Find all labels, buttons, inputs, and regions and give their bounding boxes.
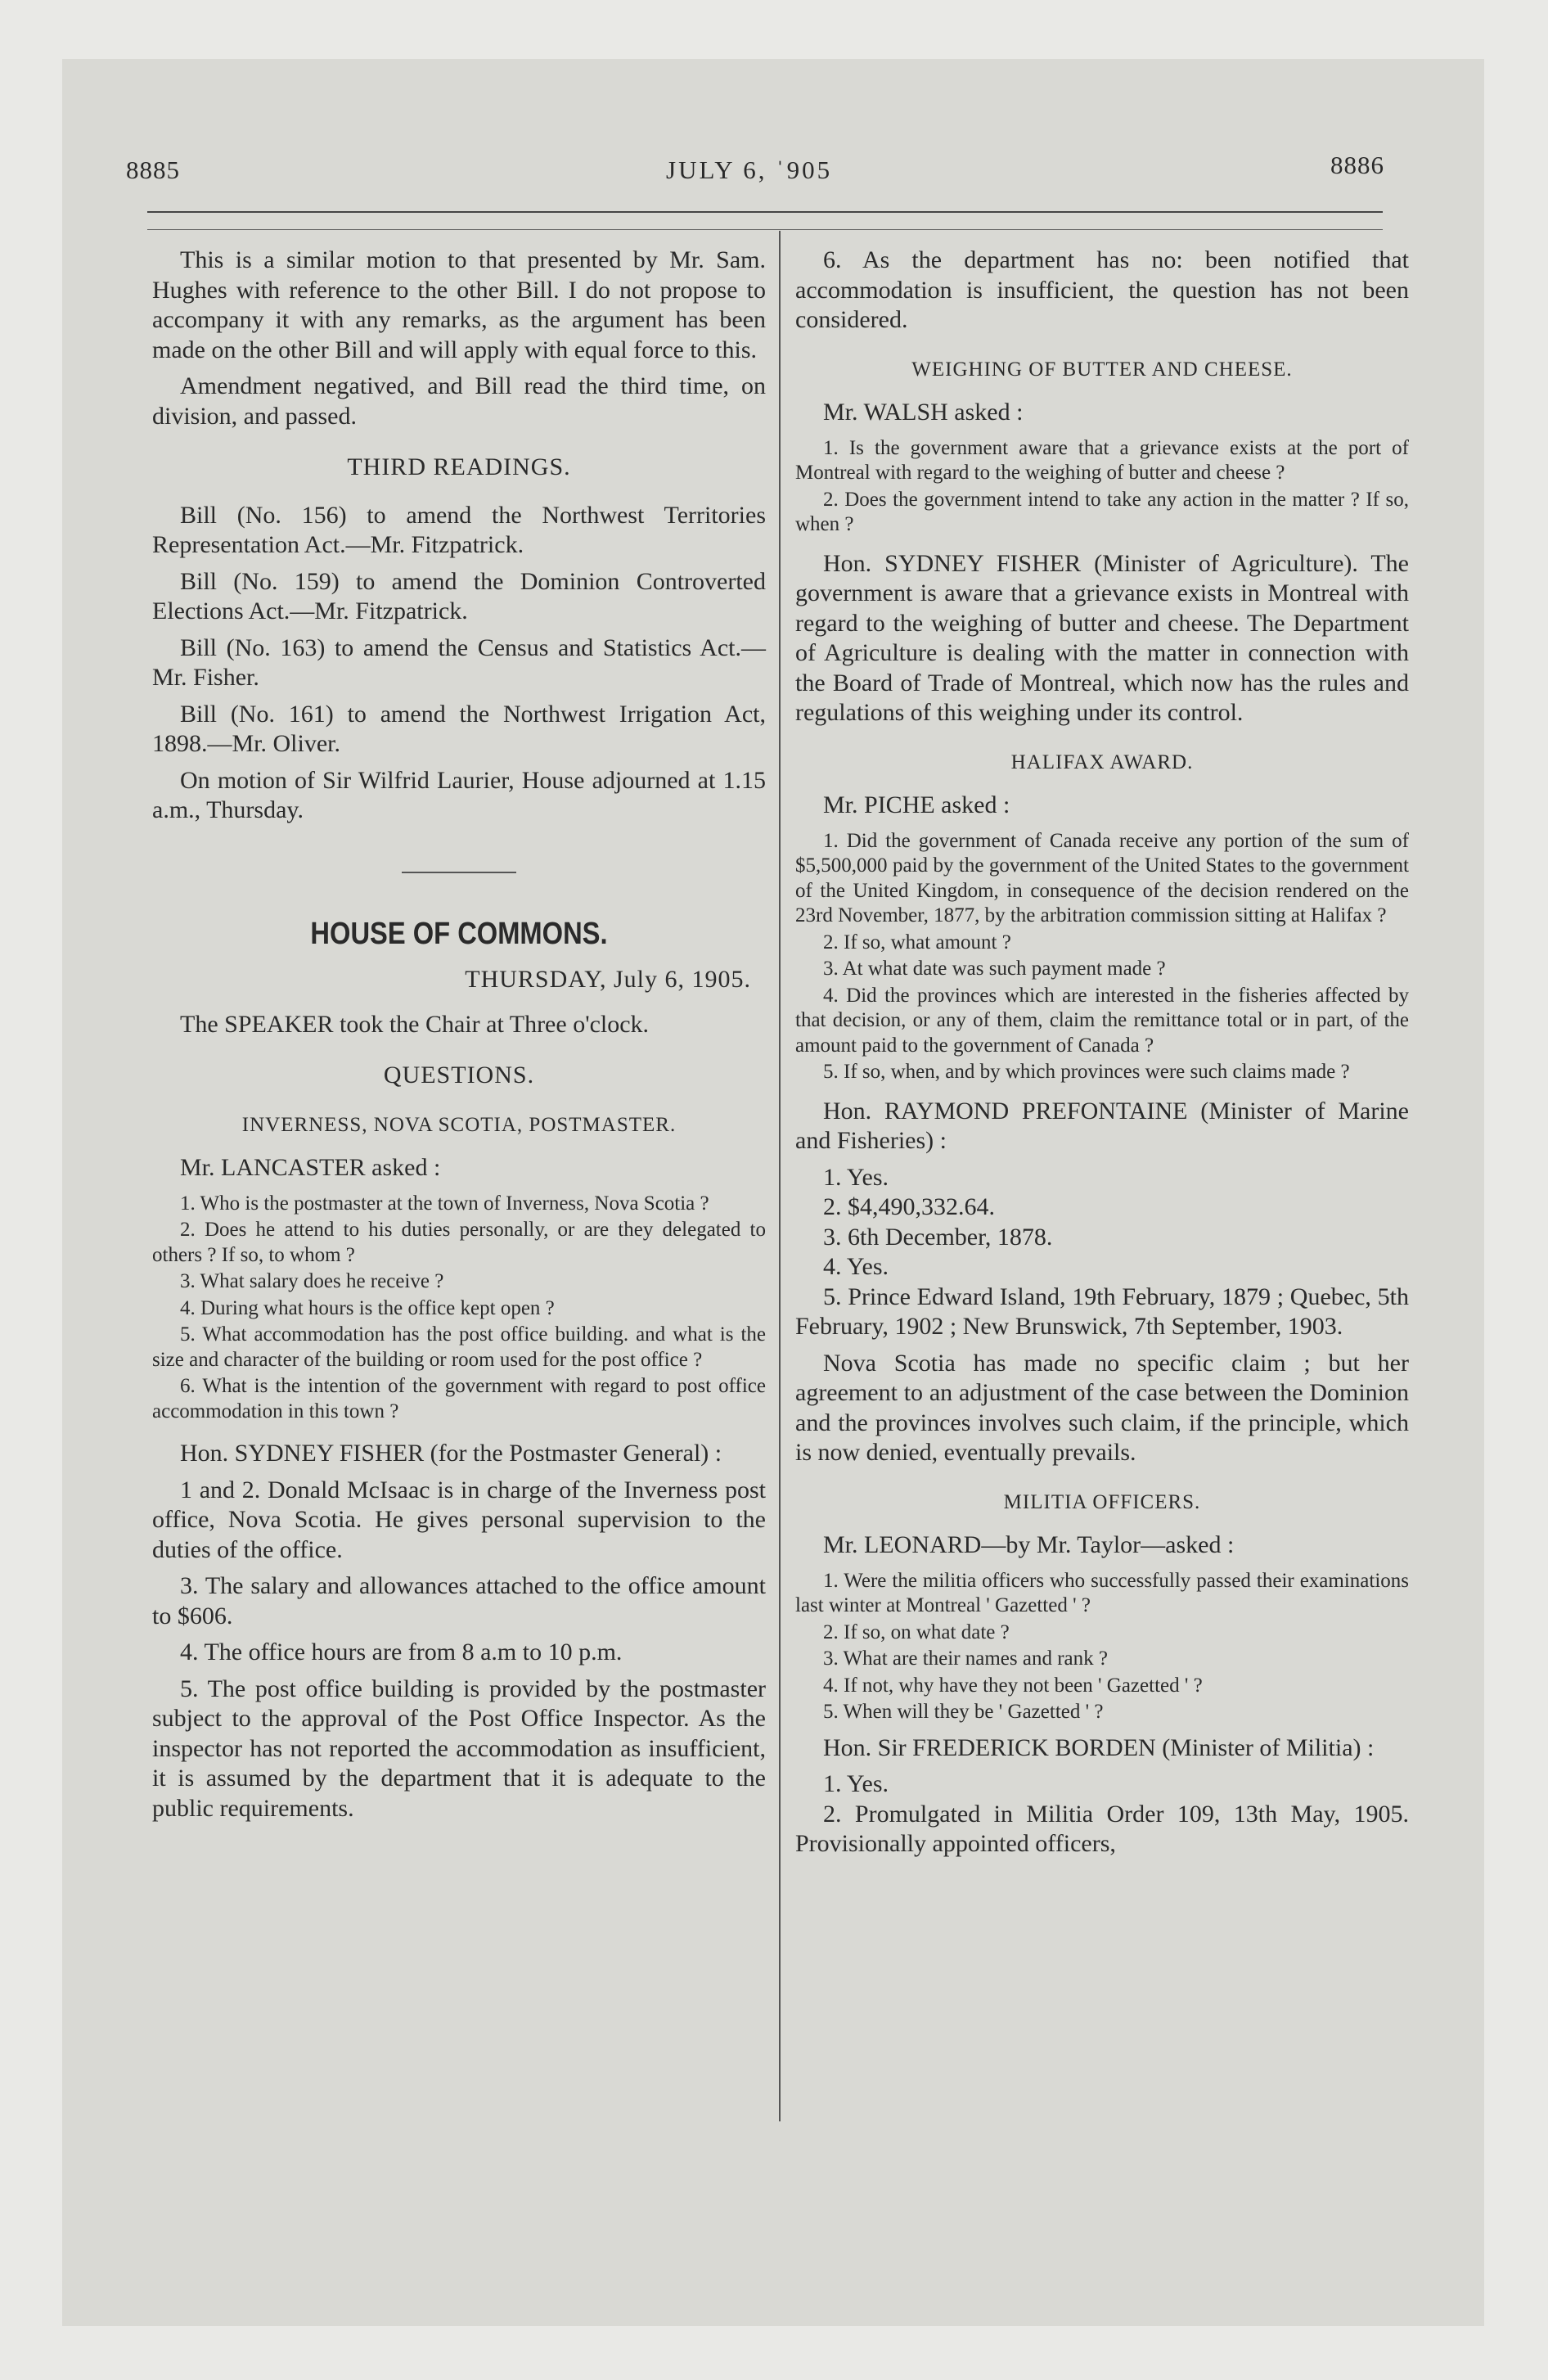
halifax-answer-1: 1. Yes. [823, 1163, 889, 1191]
heading-butter-cheese: WEIGHING OF BUTTER AND CHEESE. [911, 358, 1293, 381]
left-column [152, 246, 766, 1830]
bill-163: Bill (No. 163) to amend the Census and Statistics Act.—Mr. Fisher. [152, 633, 766, 691]
heading-militia-officers: MILITIA OFFICERS. [1003, 1490, 1201, 1513]
bill-159: Bill (No. 159) to amend the Dominion Controverted Elections Act.—Mr. Fitzpatrick. [152, 567, 766, 624]
heading-third-readings: THIRD READINGS. [347, 453, 571, 480]
answer-5: 5. The post office building is provided by the postmaster subject to the approval of the Post Office Inspector. As the inspector has not reported the accommodation as insufficient, it is assumed by the department that it is adequate to the public requirements. [152, 1675, 766, 1822]
paragraph-speaker: The SPEAKER took the Chair at Three o'clock. [180, 1010, 650, 1038]
piche-asked: Mr. PICHE asked : [823, 791, 1010, 818]
halifax-questions [795, 829, 1409, 1085]
butter-question-1: 1. Is the government aware that a grievance exists at the port of Montreal with regard to the weighing of butter and cheese ? [795, 436, 1409, 484]
question-5: 5. What accommodation has the post office building. and what is the size and character of the building or room used for the post office ? [152, 1323, 766, 1371]
paragraph-similar-motion: This is a similar motion to that presented by Mr. Sam. Hughes with reference to the other Bill. I do not propose to accompany it with any remarks, as the argument has been made on the other Bill and will apply with equal force to this. [152, 246, 766, 363]
halifax-question-4: 4. Did the provinces which are interested in the fisheries affected by that decision, or any of them, claim the remittance total or in part, of the amount paid to the government of Canada ? [795, 984, 1409, 1057]
butter-questions [795, 436, 1409, 538]
page-number-right: 8886 [1330, 151, 1384, 179]
heading-questions: QUESTIONS. [383, 1062, 535, 1089]
paragraph-amendment: Amendment negatived, and Bill read the third time, on division, and passed. [152, 372, 766, 430]
heading-house-of-commons: HOUSE OF COMMONS. [310, 916, 608, 951]
halifax-question-2: 2. If so, what amount ? [823, 931, 1011, 953]
militia-question-2: 2. If so, on what date ? [823, 1620, 1010, 1643]
militia-questions [795, 1569, 1409, 1725]
militia-question-5: 5. When will they be ' Gazetted ' ? [823, 1701, 1104, 1723]
answer-3: 3. The salary and allowances attached to the office amount to $606. [152, 1572, 766, 1629]
halifax-answer-3: 3. 6th December, 1878. [823, 1223, 1053, 1251]
halifax-question-3: 3. At what date was such payment made ? [823, 958, 1166, 980]
question-4: 4. During what hours is the office kept open ? [180, 1296, 555, 1319]
leonard-asked: Mr. LEONARD—by Mr. Taylor—asked : [823, 1531, 1235, 1558]
butter-answer: Hon. SYDNEY FISHER (Minister of Agriculture). The government is aware that a grievance exists in Montreal with regard to the weighing of butter and cheese. The Department of Agriculture is dealing with the matter in connection with the Board of Trade of Montreal, which now has the rules and regulations of this weighing under its control. [795, 549, 1409, 726]
page-header [126, 151, 1384, 205]
halifax-question-5: 5. If so, when, and by which provinces were such claims made ? [823, 1061, 1350, 1083]
prefontaine-reply-intro: Hon. RAYMOND PREFONTAINE (Minister of Marine and Fisheries) : [795, 1097, 1409, 1154]
heading-inverness: INVERNESS, NOVA SCOTIA, POSTMASTER. [241, 1113, 677, 1136]
question-1: 1. Who is the postmaster at the town of Inverness, Nova Scotia ? [180, 1192, 709, 1215]
bill-156: Bill (No. 156) to amend the Northwest Territories Representation Act.—Mr. Fitzpatrick. [152, 501, 766, 558]
column-separator [779, 231, 781, 2121]
answer-1-2: 1 and 2. Donald McIsaac is in charge of the Inverness post office, Nova Scotia. He gives personal supervision to the duties of the office. [152, 1476, 766, 1563]
lancaster-asked: Mr. LANCASTER asked : [180, 1154, 441, 1181]
fisher-reply-intro: Hon. SYDNEY FISHER (for the Postmaster General) : [180, 1440, 722, 1467]
answer-6: 6. As the department has no: been notified that accommodation is insufficient, the question has not been considered. [795, 246, 1409, 333]
page-number-left: 8885 [126, 156, 180, 184]
halifax-answer-4: 4. Yes. [823, 1253, 889, 1280]
militia-question-1: 1. Were the militia officers who successfully passed their examinations last winter at Montreal ' Gazetted ' ? [795, 1569, 1409, 1616]
question-6: 6. What is the intention of the government with regard to post office accommodation in this town ? [152, 1375, 766, 1422]
header-rule [147, 211, 1383, 213]
halifax-answer-5: 5. Prince Edward Island, 19th February, 1879 ; Quebec, 5th February, 1902 ; New Brunswick, 7th September, 1903. [795, 1282, 1409, 1340]
inverness-questions [152, 1192, 766, 1425]
militia-question-3: 3. What are their names and rank ? [823, 1648, 1108, 1670]
right-column [795, 246, 1409, 1866]
paragraph-nova-scotia: Nova Scotia has made no specific claim ; but her agreement to an adjustment of the case between the Dominion and the provinces involves such claim, if the principle, which is now denied, eventually prevails. [795, 1349, 1409, 1466]
header-date: JULY 6, ˈ905 [666, 156, 833, 184]
butter-question-2: 2. Does the government intend to take any action in the matter ? If so, when ? [795, 488, 1409, 535]
heading-halifax-award: HALIFAX AWARD. [1010, 751, 1194, 773]
militia-answer-2: 2. Promulgated in Militia Order 109, 13th May, 1905. Provisionally appointed officers, [795, 1800, 1409, 1857]
paragraph-adjourned: On motion of Sir Wilfrid Laurier, House adjourned at 1.15 a.m., Thursday. [152, 766, 766, 823]
answer-4: 4. The office hours are from 8 a.m to 10 p.m. [180, 1639, 623, 1666]
walsh-asked: Mr. WALSH asked : [823, 399, 1024, 426]
militia-answer-1: 1. Yes. [823, 1770, 889, 1797]
halifax-answer-2: 2. $4,490,332.64. [823, 1193, 995, 1220]
borden-reply-intro: Hon. Sir FREDERICK BORDEN (Minister of Militia) : [823, 1733, 1375, 1761]
question-3: 3. What salary does he receive ? [180, 1270, 444, 1292]
section-divider [402, 872, 516, 873]
militia-question-4: 4. If not, why have they not been ' Gazetted ' ? [823, 1674, 1203, 1697]
question-2: 2. Does he attend to his duties personally, or are they delegated to others ? If so, to whom ? [152, 1219, 766, 1266]
sitting-date: THURSDAY, July 6, 1905. [465, 966, 751, 993]
header-rule-secondary [147, 229, 1383, 230]
halifax-question-1: 1. Did the government of Canada receive any portion of the sum of $5,500,000 paid by the government of the United States to the government of the United Kingdom, in consequence of the decision rendered on the 23rd November, 1877, by the arbitration commission sitting at Halifax ? [795, 829, 1409, 926]
bill-161: Bill (No. 161) to amend the Northwest Irrigation Act, 1898.—Mr. Oliver. [152, 700, 766, 757]
